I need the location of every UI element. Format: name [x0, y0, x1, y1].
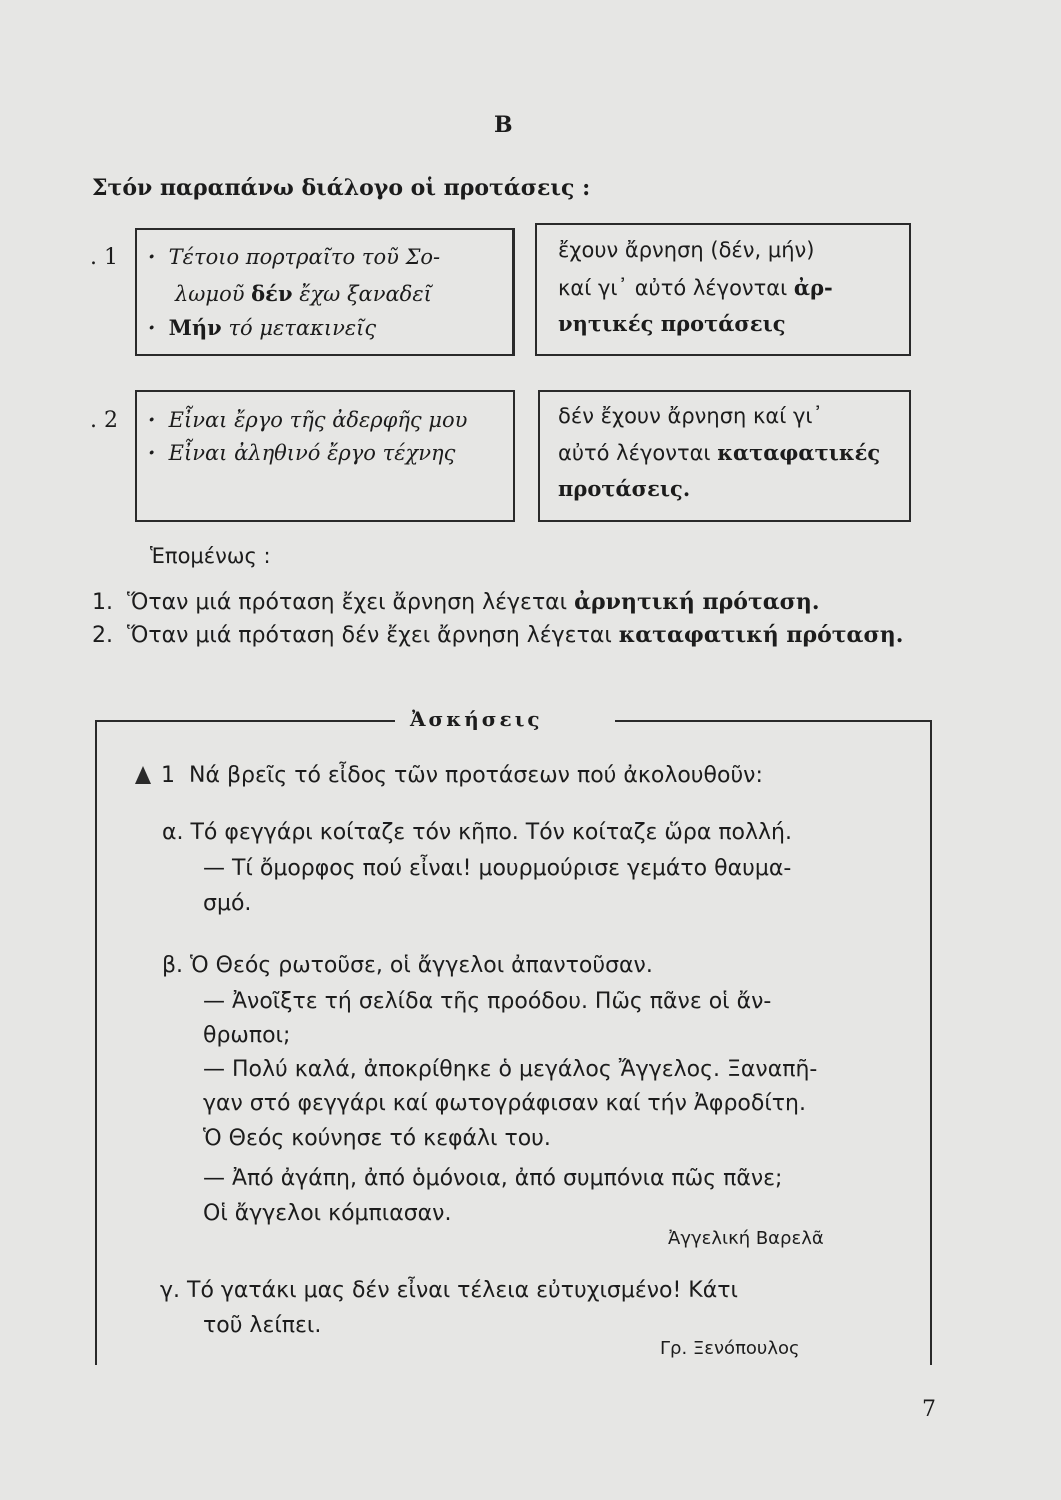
exercise-a-line-1: α. Τό φεγγάρι κοίταζε τόν κῆπο. Τόν κοίταζε ὥρα πολλή.: [162, 820, 792, 845]
row-1-description-line-3: νητικές προτάσεις: [558, 311, 786, 336]
exercise-b-line-5: γαν στό φεγγάρι καί φωτογράφισαν καί τήν Ἀφροδίτη.: [203, 1091, 806, 1116]
exercises-frame-left: [95, 720, 97, 1365]
row-1-description-line-2: καί γι᾿ αὐτό λέγονται ἀρ-: [558, 275, 833, 300]
exercise-b-author: Ἀγγελική Βαρελᾶ: [668, 1228, 824, 1249]
exercises-frame-right: [930, 720, 932, 1365]
exercise-a-line-3: σμό.: [203, 891, 252, 916]
exercise-task: 1 Νά βρεῖς τό εἶδος τῶν προτάσεων πού ἀκολουθοῦν:: [135, 763, 763, 788]
exercise-c-author: Γρ. Ξενόπουλος: [660, 1338, 800, 1359]
exercise-b-line-6: Ὁ Θεός κούνησε τό κεφάλι του.: [203, 1126, 551, 1151]
row-2-description-line-2: αὐτό λέγονται καταφατικές: [558, 440, 881, 465]
row-2-sentence-2: · Εἶναι ἀληθινό ἔργο τέχνης: [148, 440, 456, 465]
exercise-b-line-8: Οἱ ἄγγελοι κόμπιασαν.: [203, 1201, 452, 1226]
page-number: 7: [922, 1397, 936, 1422]
therefore-label: Ἑπομένως :: [150, 544, 271, 568]
row-2-sentence-1: · Εἶναι ἔργο τῆς ἀδερφῆς μου: [148, 407, 468, 432]
exercises-frame-top-left: [95, 720, 395, 722]
exercise-c-line-1: γ. Τό γατάκι μας δέν εἶναι τέλεια εὐτυχισμένο! Κάτι: [160, 1278, 738, 1303]
exercise-c-line-2: τοῦ λείπει.: [203, 1313, 322, 1338]
section-letter: Β: [494, 112, 513, 138]
rule-2: 2. Ὅταν μιά πρόταση δέν ἔχει ἄρνηση λέγεται καταφατική πρόταση.: [92, 622, 904, 648]
row-1-sentence-2: · Μήν τό μετακινεῖς: [148, 315, 377, 340]
row-2-description-line-3: προτάσεις.: [558, 476, 691, 501]
exercise-b-line-7: — Ἀπό ἀγάπη, ἀπό ὁμόνοια, ἀπό συμπόνια πῶς πᾶνε;: [203, 1166, 783, 1191]
exercise-b-line-2: — Ἀνοῖξτε τή σελίδα τῆς προόδου. Πῶς πᾶνε οἱ ἄν-: [203, 989, 772, 1014]
exercise-b-line-4: — Πολύ καλά, ἀποκρίθηκε ὁ μεγάλος Ἄγγελος. Ξαναπῆ-: [203, 1057, 818, 1082]
row-1-number: . 1: [90, 245, 118, 270]
row-1-divider: [512, 228, 514, 356]
row-2-description-line-1: δέν ἔχουν ἄρνηση καί γι᾿: [558, 404, 824, 428]
exercise-b-line-1: β. Ὁ Θεός ρωτοῦσε, οἱ ἄγγελοι ἀπαντοῦσαν.: [162, 953, 653, 978]
exercises-title: Ἀσκήσεις: [410, 707, 543, 731]
exercise-b-line-3: θρωποι;: [203, 1023, 291, 1048]
triangle-icon: [135, 766, 151, 784]
exercise-a-line-2: — Τί ὄμορφος πού εἶναι! μουρμούρισε γεμάτο θαυμα-: [203, 856, 792, 881]
exercises-frame-top-right: [615, 720, 932, 722]
rule-1: 1. Ὅταν μιά πρόταση ἔχει ἄρνηση λέγεται ἀρνητική πρόταση.: [92, 589, 820, 615]
row-2-number: . 2: [90, 408, 118, 433]
row-1-description-line-1: ἔχουν ἄρνηση (δέν, μήν): [558, 238, 815, 262]
intro-text: Στόν παραπάνω διάλογο οἱ προτάσεις :: [92, 175, 591, 201]
row-1-sentence-1: · Τέτοιο πορτραῖτο τοῦ Σο-: [148, 244, 441, 269]
row-1-sentence-1-cont: λωμοῦ δέν ἔχω ξαναδεῖ: [175, 281, 432, 306]
